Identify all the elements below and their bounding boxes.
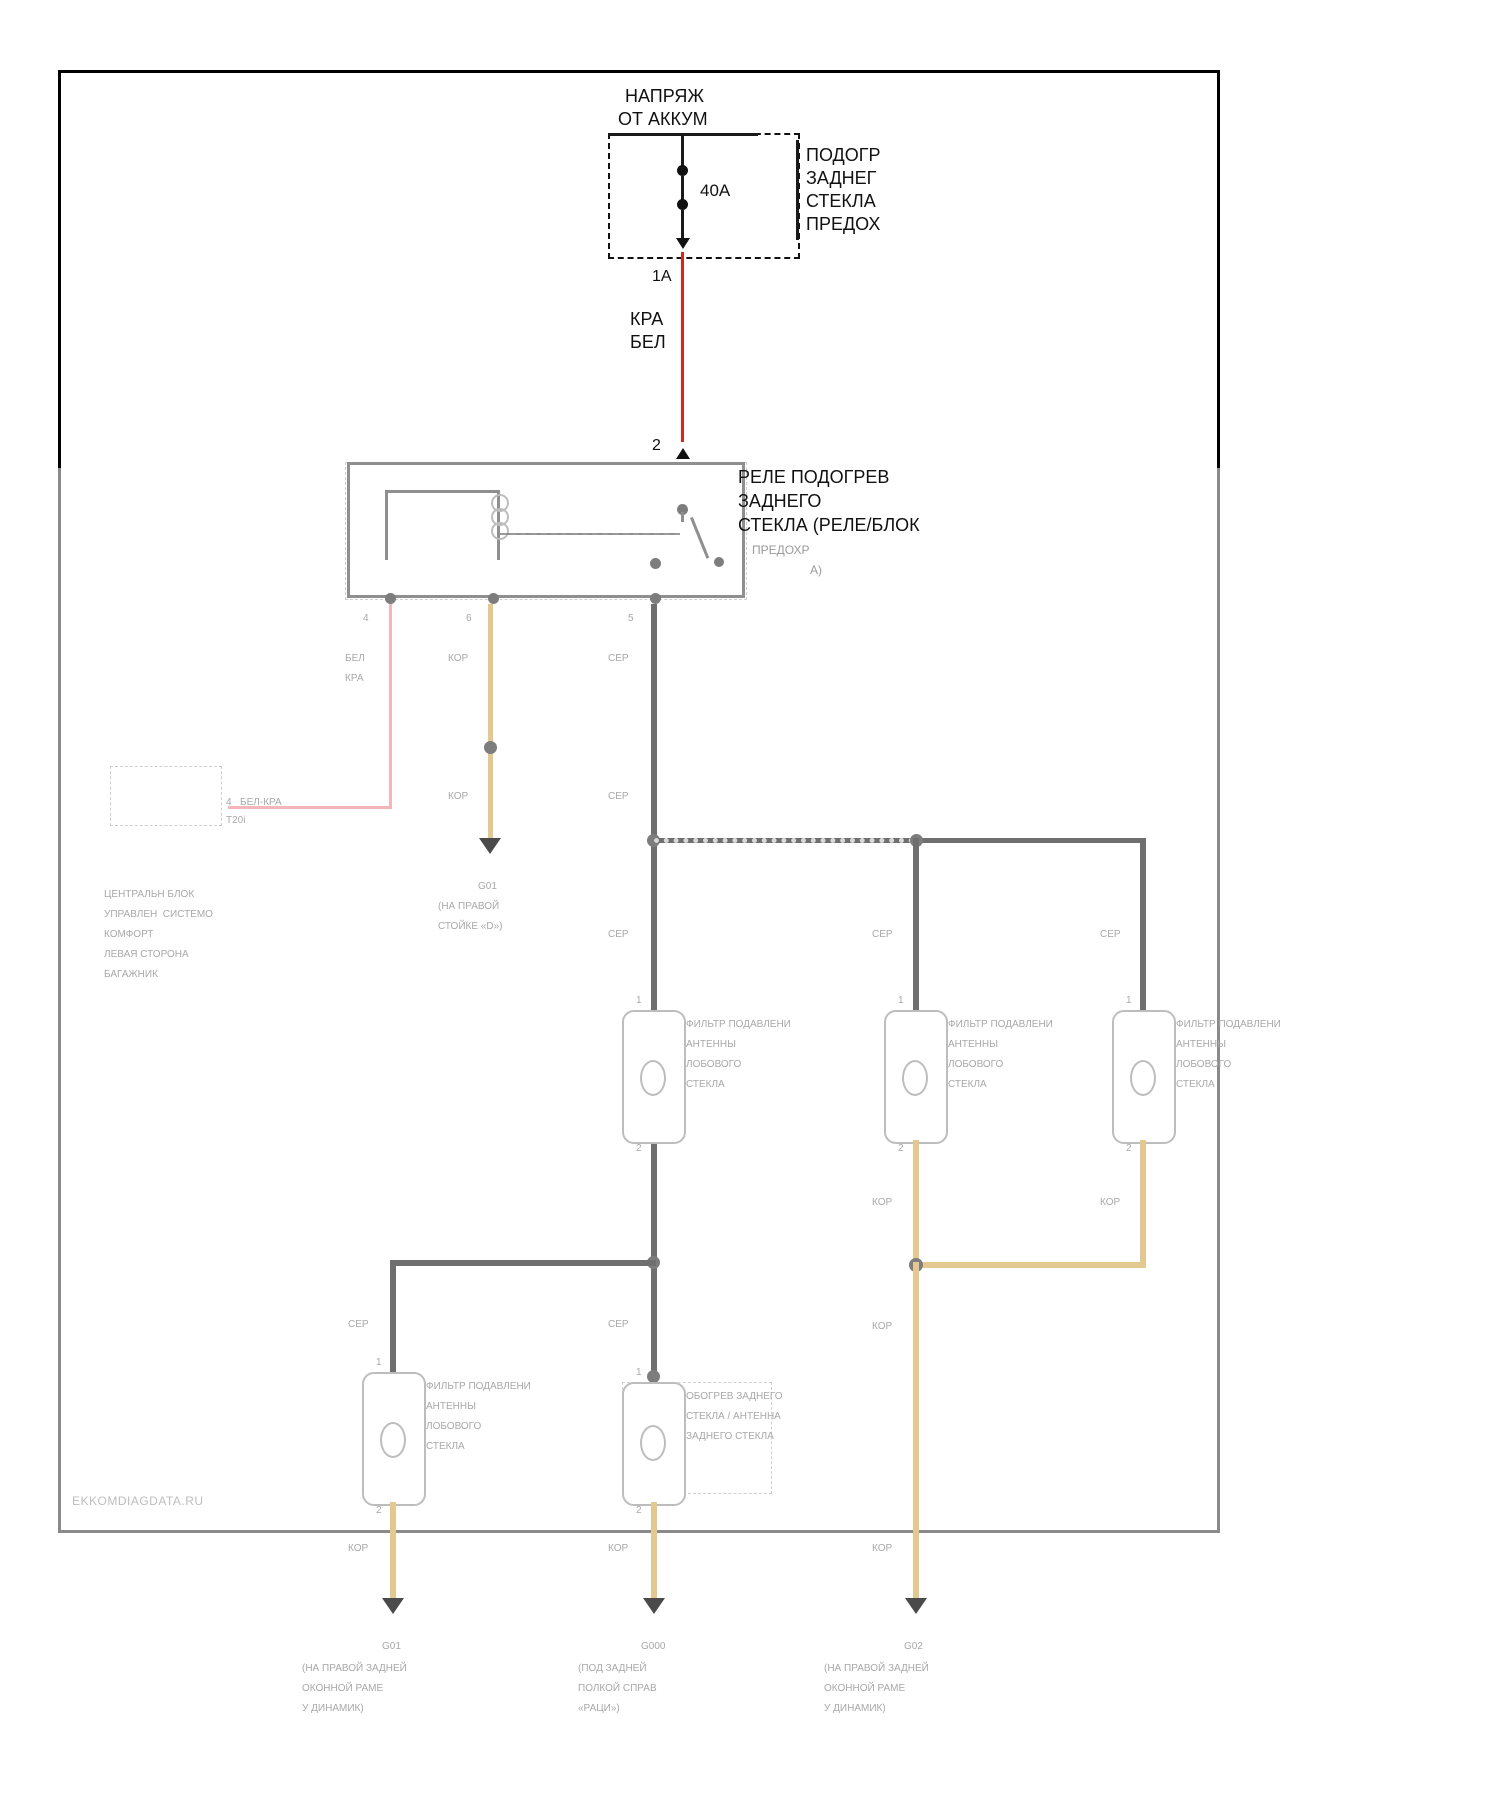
filter-3-pin-1: 1	[1126, 995, 1132, 1006]
fuse-supply-horizontal	[608, 133, 758, 136]
tan-drop-filter2	[913, 1140, 919, 1270]
ground-g02-line3: У ДИНАМИК)	[824, 1703, 886, 1714]
filter-2-label-line4: СТЕКЛА	[948, 1079, 987, 1090]
filter-3-core	[1130, 1060, 1156, 1096]
gray-wire-5-color: СЕР	[1100, 929, 1121, 940]
frame-border-left-upper	[58, 70, 61, 470]
filter-4-label-line3: ЛОБОВОГО	[426, 1421, 482, 1432]
filter-2-label-line2: АНТЕННЫ	[948, 1039, 998, 1050]
relay-input-pin-label: 2	[652, 437, 661, 454]
filter-1-label-line1: ФИЛЬТР ПОДАВЛЕНИ	[686, 1019, 791, 1030]
gray-branch-horizontal-lower	[390, 1260, 656, 1266]
watermark-text: EKKOMDIAGDATA.RU	[72, 1494, 204, 1508]
frame-border-top	[58, 70, 1220, 73]
fuse-supply-lead	[681, 133, 684, 167]
fuse-node-bottom	[677, 199, 688, 210]
gray-wire-7-color: СЕР	[608, 1319, 629, 1330]
fuse-node-top	[677, 165, 688, 176]
tan-bus-horizontal	[913, 1262, 1146, 1268]
red-white-wire	[681, 252, 684, 442]
fuse-label-line2: ЗАДНЕГ	[806, 168, 877, 188]
fuse-output-pin-label: 1А	[652, 268, 672, 285]
filter-3-label-line3: ЛОБОВОГО	[1176, 1059, 1232, 1070]
ground-g02-line1: (НА ПРАВОЙ ЗАДНЕЙ	[824, 1663, 929, 1674]
filter-2-label-line3: ЛОБОВОГО	[948, 1059, 1004, 1070]
fuse-label-line1: ПОДОГР	[806, 145, 881, 165]
relay-coil-box-top	[385, 490, 500, 493]
filter-1-pin-2: 2	[636, 1143, 642, 1154]
battery-voltage-label-line1: НАПРЯЖ	[625, 86, 704, 106]
filter-4-pin-1: 1	[376, 1357, 382, 1368]
tan-drop-filter3	[1140, 1140, 1146, 1266]
relay-output-node	[650, 558, 661, 569]
ground-g01-top-symbol	[479, 838, 501, 854]
fuse-output-lead	[681, 210, 684, 238]
relay-label-line3: СТЕКЛА (РЕЛЕ/БЛОК	[738, 515, 920, 535]
pink-wire-color-line1: БЕЛ	[345, 653, 365, 664]
relay-pin-5-label: 5	[628, 613, 634, 624]
filter-2-core	[902, 1060, 928, 1096]
relay-coil-box-left	[385, 490, 388, 560]
bcm-label-line5: БАГАЖНИК	[104, 969, 158, 980]
frame-border-left-lower	[58, 468, 61, 1533]
tan-wire-splice-node	[484, 741, 497, 754]
tan-wire-down-to-ground-g02	[913, 1262, 919, 1602]
frame-border-right-lower	[1217, 468, 1220, 1533]
filter-1-core	[640, 1060, 666, 1096]
bcm-pin-label: 4	[226, 797, 232, 808]
filter-1-pin-1: 1	[636, 995, 642, 1006]
heater-pin-1: 1	[636, 1367, 642, 1378]
tan-wire-4-color: КОР	[1100, 1197, 1121, 1208]
filter-2-pin-2: 2	[898, 1143, 904, 1154]
bcm-label-line2: УПРАВЛЕН СИСТЕМО	[104, 909, 213, 920]
gray-wire-6-color: СЕР	[348, 1319, 369, 1330]
fuse-rating-label: 40А	[700, 181, 731, 200]
relay-dashed-link	[500, 533, 680, 535]
tan-wire-1-color: КОР	[448, 653, 469, 664]
fuse-label-line3: СТЕКЛА	[806, 191, 876, 211]
bcm-connector-label: T20i	[226, 815, 246, 826]
red-wire-color-line1: КРА	[630, 309, 664, 329]
filter-2-pin-1: 1	[898, 995, 904, 1006]
ground-g01-top-line2: СТОЙКЕ «D»)	[438, 921, 503, 932]
tan-wire-6-color: КОР	[872, 1543, 893, 1554]
filter-3-label-line2: АНТЕННЫ	[1176, 1039, 1226, 1050]
ground-g01-top-code: G01	[478, 881, 497, 892]
tan-wire-7-color: КОР	[348, 1543, 369, 1554]
fuse-label-line4: ПРЕДОХ	[806, 214, 881, 234]
filter-4-label-line1: ФИЛЬТР ПОДАВЛЕНИ	[426, 1381, 531, 1392]
relay-coil-bump-3	[491, 522, 509, 540]
relay-switch-arm	[681, 512, 684, 522]
gray-drop-filter3	[1140, 838, 1146, 1018]
bcm-label-line4: ЛЕВАЯ СТОРОНА	[104, 949, 189, 960]
filter-3-pin-2: 2	[1126, 1143, 1132, 1154]
ground-g000-line1: (ПОД ЗАДНЕЙ	[578, 1663, 647, 1674]
relay-pin-6-terminal	[488, 593, 499, 604]
heater-label-line2: СТЕКЛА / АНТЕННА	[686, 1411, 781, 1422]
gray-branch-dotted-upper	[654, 838, 914, 843]
relay-pin-5-terminal	[650, 593, 661, 604]
bcm-pin-wire-label: БЕЛ-КРА	[240, 797, 282, 808]
pink-wire-color-line2: КРА	[345, 673, 364, 684]
ground-g02-code: G02	[904, 1641, 923, 1652]
filter-3-label-line1: ФИЛЬТР ПОДАВЛЕНИ	[1176, 1019, 1281, 1030]
bcm-label-line1: ЦЕНТРАЛЬН БЛОК	[104, 889, 195, 900]
tan-wire-3-color: КОР	[872, 1197, 893, 1208]
frame-border-right-upper	[1217, 70, 1220, 470]
ground-g000-line2: ПОЛКОЙ СПРАВ	[578, 1683, 657, 1694]
filter-4-label-line2: АНТЕННЫ	[426, 1401, 476, 1412]
ground-g01-right-line2: ОКОННОЙ РАМЕ	[302, 1683, 384, 1694]
gray-drop-filter2	[913, 838, 919, 1018]
tan-wire-relay-to-ground	[488, 604, 493, 844]
relay-pin-6-label: 6	[466, 613, 472, 624]
gray-drop-filter4	[390, 1260, 396, 1380]
bcm-box-outline	[110, 766, 222, 826]
filter-4-pin-2: 2	[376, 1505, 382, 1516]
gray-wire-2-color: СЕР	[608, 791, 629, 802]
filter-3-label-line4: СТЕКЛА	[1176, 1079, 1215, 1090]
ground-g000-symbol	[643, 1598, 665, 1614]
tan-wire-2-color: КОР	[448, 791, 469, 802]
relay-frame-left	[347, 462, 350, 598]
fuse-label-bracket	[796, 140, 799, 240]
relay-pin-4-terminal	[385, 593, 396, 604]
heater-label-line3: ЗАДНЕГО СТЕКЛА	[686, 1431, 774, 1442]
filter-4-core	[380, 1422, 406, 1458]
bcm-label-line3: КОМФОРТ	[104, 929, 154, 940]
battery-voltage-label-line2: ОТ АККУМ	[618, 109, 708, 129]
relay-label-line4: ПРЕДОХР	[752, 543, 810, 557]
relay-input-arrow	[676, 448, 690, 459]
relay-label-line5: A)	[810, 563, 822, 577]
ground-g01-right-symbol	[382, 1598, 404, 1614]
filter-1-label-line2: АНТЕННЫ	[686, 1039, 736, 1050]
ground-g01-right-line3: У ДИНАМИК)	[302, 1703, 364, 1714]
heater-core	[640, 1425, 666, 1461]
fuse-output-arrow	[676, 238, 690, 249]
pink-wire-vertical	[389, 604, 392, 809]
ground-g02-line2: ОКОННОЙ РАМЕ	[824, 1683, 906, 1694]
tan-wire-5-color: КОР	[872, 1321, 893, 1332]
relay-frame-bottom	[347, 595, 745, 598]
ground-g01-top-line1: (НА ПРАВОЙ	[438, 901, 500, 912]
relay-box-outline	[345, 462, 747, 600]
ground-g000-line3: «РАЦИ»)	[578, 1703, 620, 1714]
tan-drop-heater	[651, 1502, 657, 1602]
filter-2-label-line1: ФИЛЬТР ПОДАВЛЕНИ	[948, 1019, 1053, 1030]
relay-label-line2: ЗАДНЕГО	[738, 491, 822, 511]
gray-wire-4-color: СЕР	[872, 929, 893, 940]
red-wire-color-line2: БЕЛ	[630, 332, 666, 352]
relay-contact-node	[714, 557, 724, 567]
frame-border-bottom	[58, 1530, 1220, 1533]
gray-wire-3-color: СЕР	[608, 929, 629, 940]
ground-g000-code: G000	[641, 1641, 666, 1652]
tan-wire-8-color: КОР	[608, 1543, 629, 1554]
filter-4-label-line4: СТЕКЛА	[426, 1441, 465, 1452]
ground-g02-symbol	[905, 1598, 927, 1614]
heater-label-line1: ОБОГРЕВ ЗАДНЕГО	[686, 1391, 783, 1402]
gray-wire-1-color: СЕР	[608, 653, 629, 664]
relay-frame-top	[347, 462, 745, 465]
tan-drop-filter4	[390, 1502, 396, 1602]
relay-pin-4-label: 4	[363, 613, 369, 624]
relay-label-line1: РЕЛЕ ПОДОГРЕВ	[738, 467, 890, 487]
heater-pin-2: 2	[636, 1505, 642, 1516]
ground-g01-right-line1: (НА ПРАВОЙ ЗАДНЕЙ	[302, 1663, 407, 1674]
filter-1-label-line4: СТЕКЛА	[686, 1079, 725, 1090]
filter-1-label-line3: ЛОБОВОГО	[686, 1059, 742, 1070]
ground-g01-right-code: G01	[382, 1641, 401, 1652]
